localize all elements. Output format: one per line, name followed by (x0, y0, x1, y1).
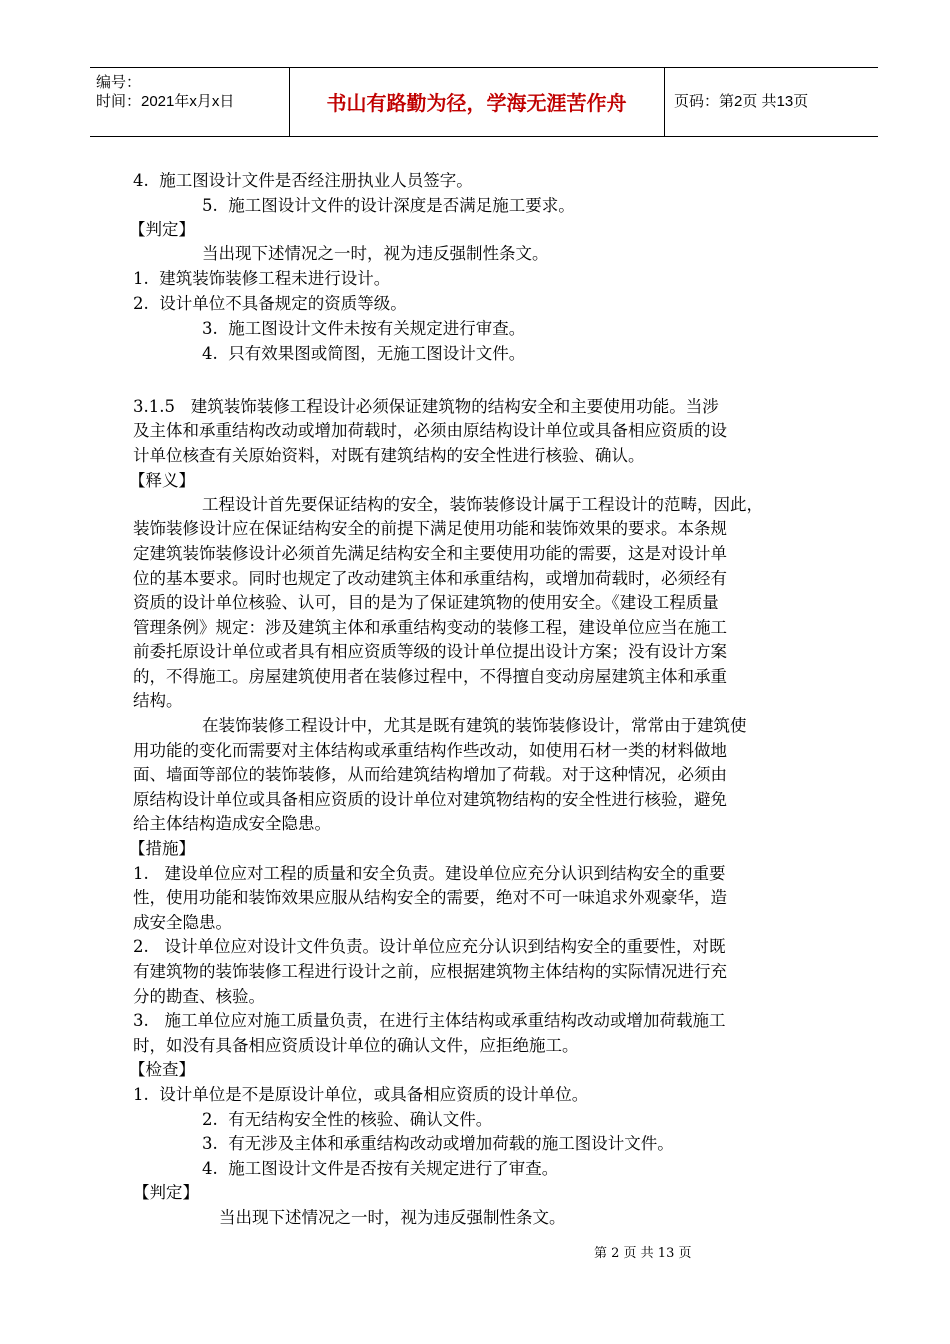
paragraph-line: 性，使用功能和装饰效果应服从结构安全的需要，绝对不可一味追求外观豪华，造 (133, 888, 727, 907)
list-item: 4. 只有效果图或简图，无施工图设计文件。 (202, 344, 526, 363)
section-heading: 【判定】 (129, 220, 195, 239)
list-item: 3. 施工图设计文件未按有关规定进行审查。 (202, 319, 526, 338)
list-item: 1. 建筑装饰装修工程未进行设计。 (133, 269, 391, 288)
paragraph-line: 及主体和承重结构改动或增加荷载时，必须由原结构设计单位或具备相应资质的设 (133, 421, 727, 440)
paragraph-line: 工程设计首先要保证结构的安全，装饰装修设计属于工程设计的范畴，因此， (202, 495, 763, 514)
header-motto: 书山有路勤为径，学海无涯苦作舟 (326, 91, 627, 115)
page-footer: 第 2 页 共 13 页 (594, 1246, 692, 1261)
section-heading: 【措施】 (129, 839, 195, 858)
document-date-label: 时间：2021年x月x日 (96, 93, 235, 110)
paragraph-line: 管理条例》规定：涉及建筑主体和承重结构变动的装修工程，建设单位应当在施工 (133, 618, 727, 637)
paragraph-line: 当出现下述情况之一时，视为违反强制性条文。 (202, 244, 549, 263)
paragraph-line: 资质的设计单位核验、认可，目的是为了保证建筑物的使用安全。《建设工程质量 (133, 593, 719, 612)
document-number-label: 编号： (96, 74, 142, 91)
paragraph-line: 装饰装修设计应在保证结构安全的前提下满足使用功能和装饰效果的要求。本条规 (133, 519, 727, 538)
list-item: 5. 施工图设计文件的设计深度是否满足施工要求。 (202, 196, 575, 215)
paragraph-line: 前委托原设计单位或者具有相应资质等级的设计单位提出设计方案；没有设计方案 (133, 642, 727, 661)
list-item: 1. 建设单位应对工程的质量和安全负责。建设单位应充分认识到结构安全的重要 (133, 864, 726, 883)
paragraph-line: 的，不得施工。房屋建筑使用者在装修过程中，不得擅自变动房屋建筑主体和承重 (133, 667, 727, 686)
paragraph-line: 时，如没有具备相应资质设计单位的确认文件，应拒绝施工。 (133, 1036, 579, 1055)
paragraph-line: 原结构设计单位或具备相应资质的设计单位对建筑物结构的安全性进行核验，避免 (133, 790, 727, 809)
paragraph-line: 面、墙面等部位的装饰装修，从而给建筑结构增加了荷载。对于这种情况，必须由 (133, 765, 727, 784)
paragraph-line: 在装饰装修工程设计中，尤其是既有建筑的装饰装修设计，常常由于建筑使 (202, 716, 747, 735)
paragraph-line: 成安全隐患。 (133, 913, 232, 932)
paragraph-line: 用功能的变化而需要对主体结构或承重结构作些改动，如使用石材一类的材料做地 (133, 741, 727, 760)
section-heading: 【释义】 (129, 471, 195, 490)
list-item: 2. 有无结构安全性的核验、确认文件。 (202, 1110, 493, 1129)
paragraph-line: 有建筑物的装饰装修工程进行设计之前，应根据建筑物主体结构的实际情况进行充 (133, 962, 727, 981)
section-heading: 【检查】 (129, 1060, 195, 1079)
list-item: 2. 设计单位不具备规定的资质等级。 (133, 294, 407, 313)
list-item: 4. 施工图设计文件是否按有关规定进行了审查。 (202, 1159, 559, 1178)
list-item: 3. 有无涉及主体和承重结构改动或增加荷载的施工图设计文件。 (202, 1134, 674, 1153)
list-item: 3. 施工单位应对施工质量负责，在进行主体结构或承重结构改动或增加荷载施工 (133, 1011, 726, 1030)
paragraph-line: 计单位核查有关原始资料，对既有建筑结构的安全性进行核验、确认。 (133, 446, 645, 465)
list-item: 4. 施工图设计文件是否经注册执业人员签字。 (133, 171, 473, 190)
section-heading: 【判定】 (133, 1183, 199, 1202)
header-page-number: 页码：第2页 共13页 (674, 93, 809, 110)
clause-heading: 3.1.5 建筑装饰装修工程设计必须保证建筑物的结构安全和主要使用功能。当涉 (133, 397, 719, 416)
paragraph-line: 给主体结构造成安全隐患。 (133, 814, 331, 833)
list-item: 2. 设计单位应对设计文件负责。设计单位应充分认识到结构安全的重要性，对既 (133, 937, 726, 956)
page-header (90, 67, 878, 137)
paragraph-line: 定建筑装饰装修设计必须首先满足结构安全和主要使用功能的需要，这是对设计单 (133, 544, 727, 563)
paragraph-line: 当出现下述情况之一时，视为违反强制性条文。 (219, 1208, 566, 1227)
paragraph-line: 位的基本要求。同时也规定了改动建筑主体和承重结构，或增加荷载时，必须经有 (133, 569, 727, 588)
paragraph-line: 结构。 (133, 691, 183, 710)
list-item: 1. 设计单位是不是原设计单位，或具备相应资质的设计单位。 (133, 1085, 589, 1104)
header-divider (664, 68, 665, 136)
paragraph-line: 分的勘查、核验。 (133, 987, 265, 1006)
